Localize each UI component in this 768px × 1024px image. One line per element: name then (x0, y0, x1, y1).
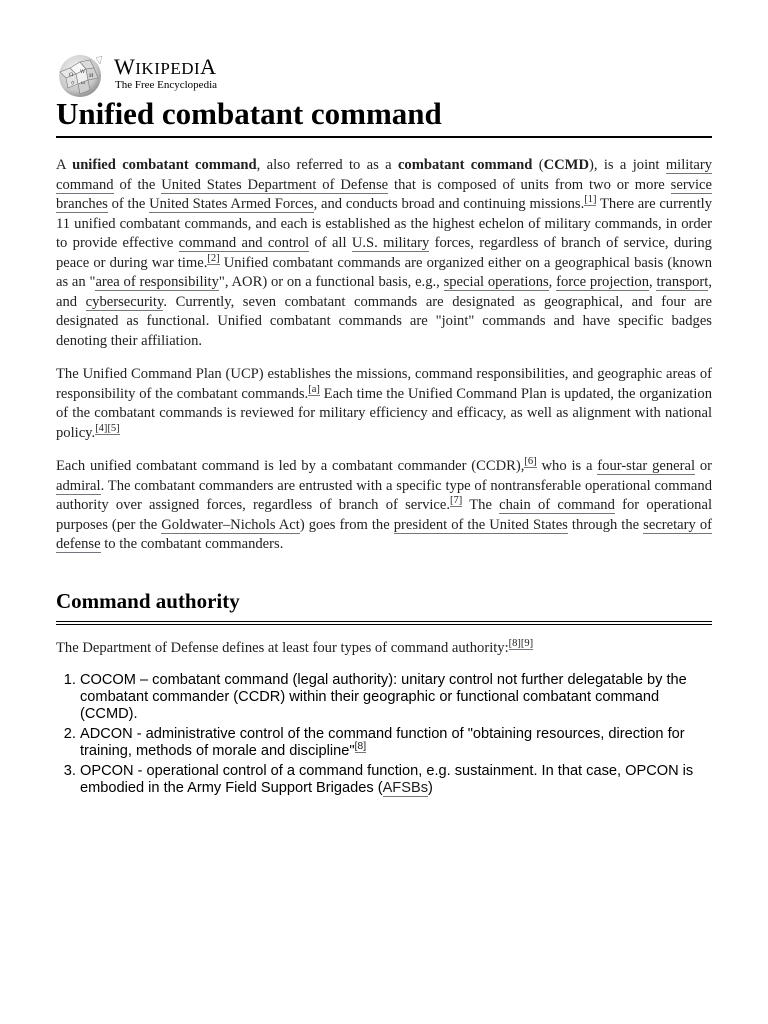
intro-paragraph: A unified combatant command, also referred to as a combatant command (CCMD), is a joint military command of the United States Department of Defense that is composed of units from two or more service branches of the United States Armed Forces, and conducts broad and continuing missions.[1] There are currently 11 unified combatant commands, and each is established as the highest echelon of military commands, in order to provide effective command and control of all U.S. military forces, regardless of branch of service, during peace or during war time.[2] Unified combatant commands are organized either on a geographical basis (known as an "area of responsibility", AOR) or on a functional basis, e.g., special operations, force projection, transport, and cybersecurity. Currently, seven combatant commands are designated as geographical, and four are designated as functional. Unified combatant commands are "joint" commands and have specific badges denoting their affiliation. (56, 157, 713, 349)
ref-link[interactable]: [8] (508, 637, 521, 649)
list-item: 1. COCOM – combatant command (legal authority): unitary control not further delegatable by the combatant commander (CCDR) within their geographic or functional combatant command (CCMD). (80, 672, 712, 723)
link-military-command[interactable]: military command (56, 157, 713, 193)
svg-text:ω: ω (81, 80, 86, 86)
ref-link[interactable]: [1] (584, 194, 597, 206)
ref-link[interactable]: [4] (95, 422, 108, 434)
ucp-paragraph: The Unified Command Plan (UCP) establishes the missions, command responsibilities, and geographic areas of responsibility of the combatant commands.[a] Each time the Unified Command Plan is updated, the organization of the combatant commands is reviewed for military efficiency and efficacy, as well as alignment with national policy.[4][5] (56, 366, 712, 441)
svg-text:И: И (89, 73, 94, 79)
tagline: The Free Encyclopedia (115, 79, 218, 91)
link-chain-of-command[interactable]: chain of command (499, 497, 615, 513)
link-president[interactable]: president of the United States (393, 516, 568, 533)
wordmark: WIKIPEDIA (114, 54, 217, 79)
ref-link[interactable]: [7] (450, 495, 463, 507)
svg-text:Ω: Ω (69, 72, 74, 78)
link-special-operations[interactable]: special operations (443, 274, 549, 290)
link-admiral[interactable]: admiral (56, 477, 101, 494)
link-goldwater-nichols-act[interactable]: Goldwater–Nichols Act (161, 516, 300, 533)
link-department-of-defense[interactable]: United States Department of Defense (161, 176, 389, 193)
svg-text:ウ: ウ (70, 81, 76, 87)
ref-link[interactable]: [8] (354, 740, 367, 753)
article-body (56, 156, 712, 800)
ref-link[interactable]: [a] (308, 383, 320, 395)
ref-link[interactable]: [5] (107, 422, 120, 434)
link-armed-forces[interactable]: United States Armed Forces (149, 196, 314, 212)
globe-icon (56, 54, 104, 98)
ref-link[interactable]: [9] (520, 637, 534, 649)
list-item: 2. ADCON - administrative control of the command function of "obtaining resources, direction for training, methods of morale and discipline"[8] (80, 726, 712, 760)
svg-text:W: W (80, 69, 86, 75)
link-secretary-of-defense[interactable]: secretary of defense (56, 516, 712, 552)
link-afsbs[interactable]: AFSBs (382, 780, 428, 796)
ref-link[interactable]: [6] (524, 456, 537, 468)
link-force-projection[interactable]: force projection (556, 274, 650, 290)
list-item: 3. OPCON - operational control of a command function, e.g. sustainment. In that case, OPCON is embodied in the Army Field Support Brigades (AFSBs) (80, 763, 712, 797)
section-heading-command-authority: Command authority (56, 588, 712, 625)
link-us-military[interactable]: U.S. military (351, 235, 430, 251)
ref-link[interactable]: [2] (207, 252, 220, 264)
link-transport[interactable]: transport (656, 274, 709, 290)
ccdr-paragraph: Each unified combatant command is led by a combatant commander (CCDR),[6] who is a four-star general or admiral. The combatant commanders are entrusted with a specific type of nontransferable operational command authority over assigned forces, regardless of branch of service.[7] The chain of command for operational purposes (per the Goldwater–Nichols Act) goes from the president of the United States through the secretary of defense to the combatant commanders. (56, 456, 712, 552)
authority-list (56, 672, 712, 797)
page-title: Unified combatant command (56, 94, 712, 138)
link-cybersecurity[interactable]: cybersecurity (85, 293, 164, 310)
link-service-branches[interactable]: service branches (56, 176, 712, 212)
link-command-and-control[interactable]: command and control (178, 235, 310, 251)
wikipedia-logo[interactable] (56, 54, 256, 98)
link-area-of-responsibility[interactable]: area of responsibility (95, 274, 219, 290)
section-intro: The Department of Defense defines at least four types of command authority:[8][9] (56, 637, 534, 656)
link-four-star-general[interactable]: four-star general (597, 458, 696, 474)
